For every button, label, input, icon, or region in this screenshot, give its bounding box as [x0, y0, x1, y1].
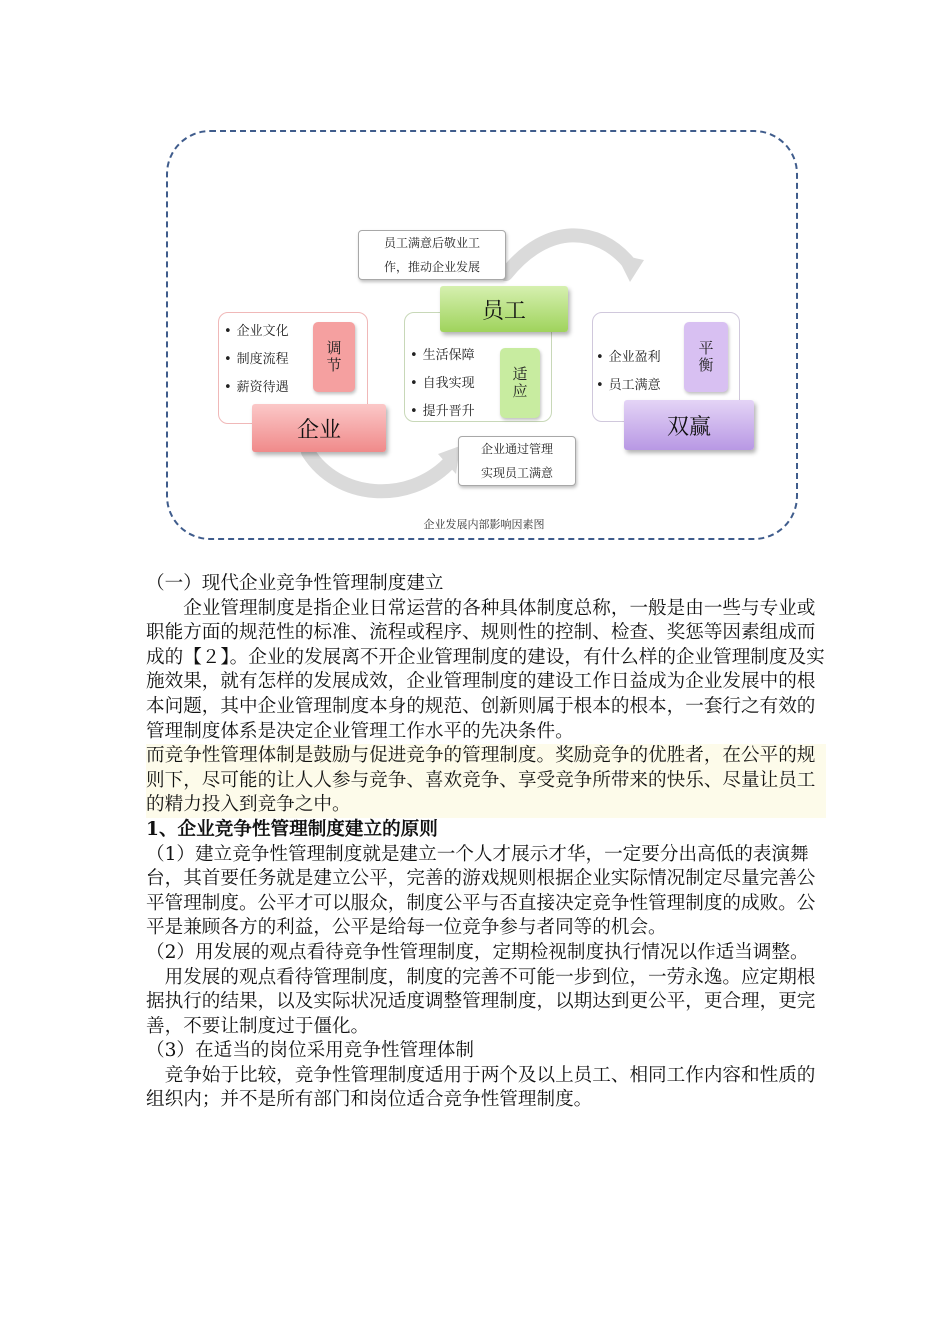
note-bottom-line1: 企业通过管理	[480, 442, 553, 456]
box-employee-label: 员工	[481, 298, 526, 324]
note-top-line2: 作，推动企业发展	[383, 260, 480, 274]
left-item: • 企业文化	[224, 320, 289, 339]
principle-2-body: 用发展的观点看待管理制度，制度的完善不可能一步到位，一劳永逸。应定期根据执行的结果，以及实际状况适度调整管理制度，以期达到更公平，更合理，更完善，不要让制度过于僵化。	[146, 966, 816, 1037]
box-enterprise	[252, 404, 386, 452]
left-item: • 薪资待遇	[224, 376, 289, 395]
principle-3: （3）在适当的岗位采用竞争性管理体制	[146, 1040, 474, 1062]
center-item: • 生活保障	[410, 344, 475, 363]
center-item: • 提升晋升	[410, 400, 475, 419]
center-tag-shiying	[500, 348, 540, 418]
section-heading: （一）现代企业竞争性管理制度建立	[146, 573, 444, 594]
diagram-caption: 企业发展内部影响因素图	[423, 518, 545, 531]
arrow-head-top-right	[616, 254, 644, 282]
box-employee	[440, 286, 568, 332]
right-item: • 员工满意	[596, 374, 661, 393]
center-tag-label: 适应	[512, 365, 528, 400]
arrow-top-right	[506, 235, 628, 274]
note-bottom	[458, 436, 576, 486]
left-item: • 制度流程	[224, 348, 289, 367]
box-enterprise-label: 企业	[296, 417, 341, 443]
principle-3-body: 竞争始于比较，竞争性管理制度适用于两个及以上员工、相同工作内容和性质的组织内；并不是所有部门和岗位适合竞争性管理制度。	[146, 1064, 816, 1111]
paragraph-1b: 而竞争性管理体制是鼓励与促进竞争的管理制度。奖励竞争的优胜者，在公平的规则下，尽可能的让人人参与竞争、喜欢竞争、享受竞争所带来的快乐、尽量让员工的精力投入到竞争之中。	[146, 744, 826, 818]
note-top	[358, 230, 506, 280]
note-bottom-line2: 实现员工满意	[480, 466, 553, 480]
center-item: • 自我实现	[410, 372, 475, 391]
arrow-bottom	[308, 452, 448, 491]
note-top-line1: 员工满意后敬业工	[383, 236, 480, 250]
article-body	[146, 572, 826, 1113]
right-tag-label: 平衡	[698, 339, 714, 374]
diagram-frame	[166, 130, 798, 540]
principle-1: （1）建立竞争性管理制度就是建立一个人才展示才华，一定要分出高低的表演舞台，其首要任务就是建立公平，完善的游戏规则根据企业实际情况制定尽量完善公平管理制度。公平才可以服众，制度公平与否直接决定竞争性管理制度的成败。公平是兼顾各方的利益，公平是给每一位竞争参与者同等的机会。	[146, 843, 816, 939]
box-win-win	[624, 400, 754, 450]
box-win-win-label: 双赢	[666, 414, 711, 440]
principle-2: （2）用发展的观点看待竞争性管理制度，定期检视制度执行情况以作适当调整。	[146, 941, 809, 963]
right-item: • 企业盈利	[596, 346, 661, 365]
right-tag-pingheng	[684, 322, 728, 392]
subsection-heading: 1、企业竞争性管理制度建立的原则	[146, 818, 438, 840]
left-tag-label: 调节	[326, 339, 342, 374]
left-tag-tiaojie	[313, 322, 355, 392]
paragraph-1: 企业管理制度是指企业日常运营的各种具体制度总称，一般是由一些与专业或职能方面的规范性的标准、流程或程序、规则性的控制、检查、奖惩等因素组成而成的【２】。企业的发展离不开企业管理制度的建设，有什么样的企业管理制度及实施效果，就有怎样的发展成效，企业管理制度的建设工作日益成为企业发展中的根本问题，其中企业管理制度本身的规范、创新则属于根本的根本，一套行之有效的管理制度体系是决定企业管理工作水平的先决条件。	[146, 597, 825, 742]
